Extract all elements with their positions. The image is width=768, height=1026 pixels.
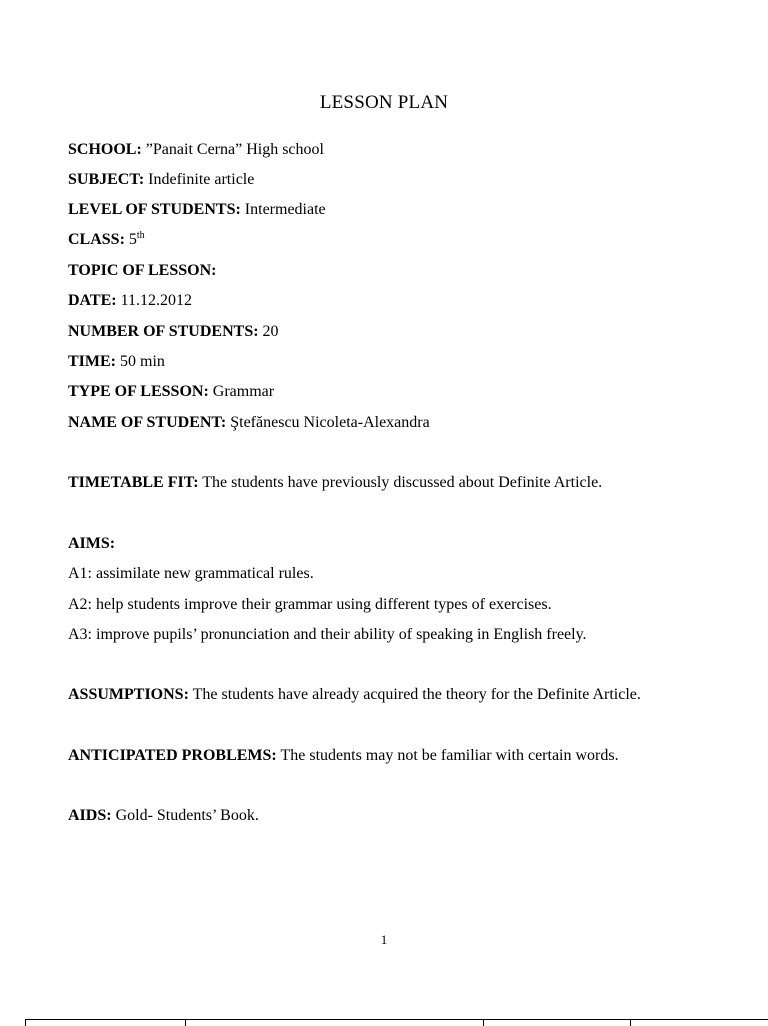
field-number-of-students — [68, 322, 279, 342]
field-topic — [68, 261, 216, 281]
section-label: ANTICIPATED PROBLEMS: — [68, 747, 277, 764]
field-label: TOPIC OF LESSON: — [68, 262, 217, 279]
section-timetable-fit — [68, 473, 602, 493]
field-value: Intermediate — [240, 201, 326, 218]
next-page-table-border — [25, 1019, 768, 1025]
field-value: 50 min — [116, 353, 165, 370]
aim-item: A2: help students improve their grammar using different types of exercises. — [68, 596, 552, 613]
field-level — [68, 200, 326, 220]
field-value: 11.12.2012 — [116, 292, 192, 309]
field-value: 5 — [124, 231, 137, 248]
section-aims-heading — [68, 534, 115, 554]
table-column-divider — [25, 1020, 26, 1026]
page-number: 1 — [380, 932, 388, 947]
section-anticipated-problems — [68, 746, 619, 766]
field-class — [68, 230, 145, 250]
document-title: LESSON PLAN — [319, 92, 449, 113]
table-column-divider — [630, 1020, 631, 1026]
field-school — [68, 140, 324, 160]
field-value: Ştefănescu Nicoleta-Alexandra — [226, 414, 430, 431]
field-label: SCHOOL: — [68, 141, 142, 158]
aim-item: A3: improve pupils’ pronunciation and their ability of speaking in English freely. — [68, 626, 587, 643]
section-text: The students have previously discussed about Definite Article. — [198, 474, 603, 491]
field-label: TYPE OF LESSON: — [68, 383, 209, 400]
field-value: 20 — [258, 323, 279, 340]
field-label: CLASS: — [68, 231, 125, 248]
field-value: Indefinite article — [144, 171, 255, 188]
field-value: Grammar — [208, 383, 275, 400]
field-type-of-lesson — [68, 382, 274, 402]
field-label: TIME: — [68, 353, 116, 370]
section-assumptions — [68, 685, 641, 705]
section-text: The students may not be familiar with certain words. — [276, 747, 619, 764]
aim-item: A1: assimilate new grammatical rules. — [68, 565, 314, 582]
field-label: NUMBER OF STUDENTS: — [68, 323, 259, 340]
field-label: NAME OF STUDENT: — [68, 414, 227, 431]
table-column-divider — [185, 1020, 186, 1026]
field-time — [68, 352, 165, 372]
section-label: TIMETABLE FIT: — [68, 474, 199, 491]
section-aids — [68, 806, 259, 826]
field-date — [68, 291, 192, 311]
table-column-divider — [483, 1020, 484, 1026]
field-value: ”Panait Cerna” High school — [141, 141, 324, 158]
field-name-of-student — [68, 413, 430, 433]
field-label: DATE: — [68, 292, 117, 309]
section-text: Gold- Students’ Book. — [111, 807, 259, 824]
section-text: The students have already acquired the theory for the Definite Article. — [188, 686, 641, 703]
field-label: SUBJECT: — [68, 171, 145, 188]
field-value-superscript: th — [136, 230, 145, 241]
field-subject — [68, 170, 254, 190]
section-label: ASSUMPTIONS: — [68, 686, 189, 703]
field-label: LEVEL OF STUDENTS: — [68, 201, 241, 218]
section-label: AIMS: — [68, 535, 116, 552]
section-label: AIDS: — [68, 807, 112, 824]
